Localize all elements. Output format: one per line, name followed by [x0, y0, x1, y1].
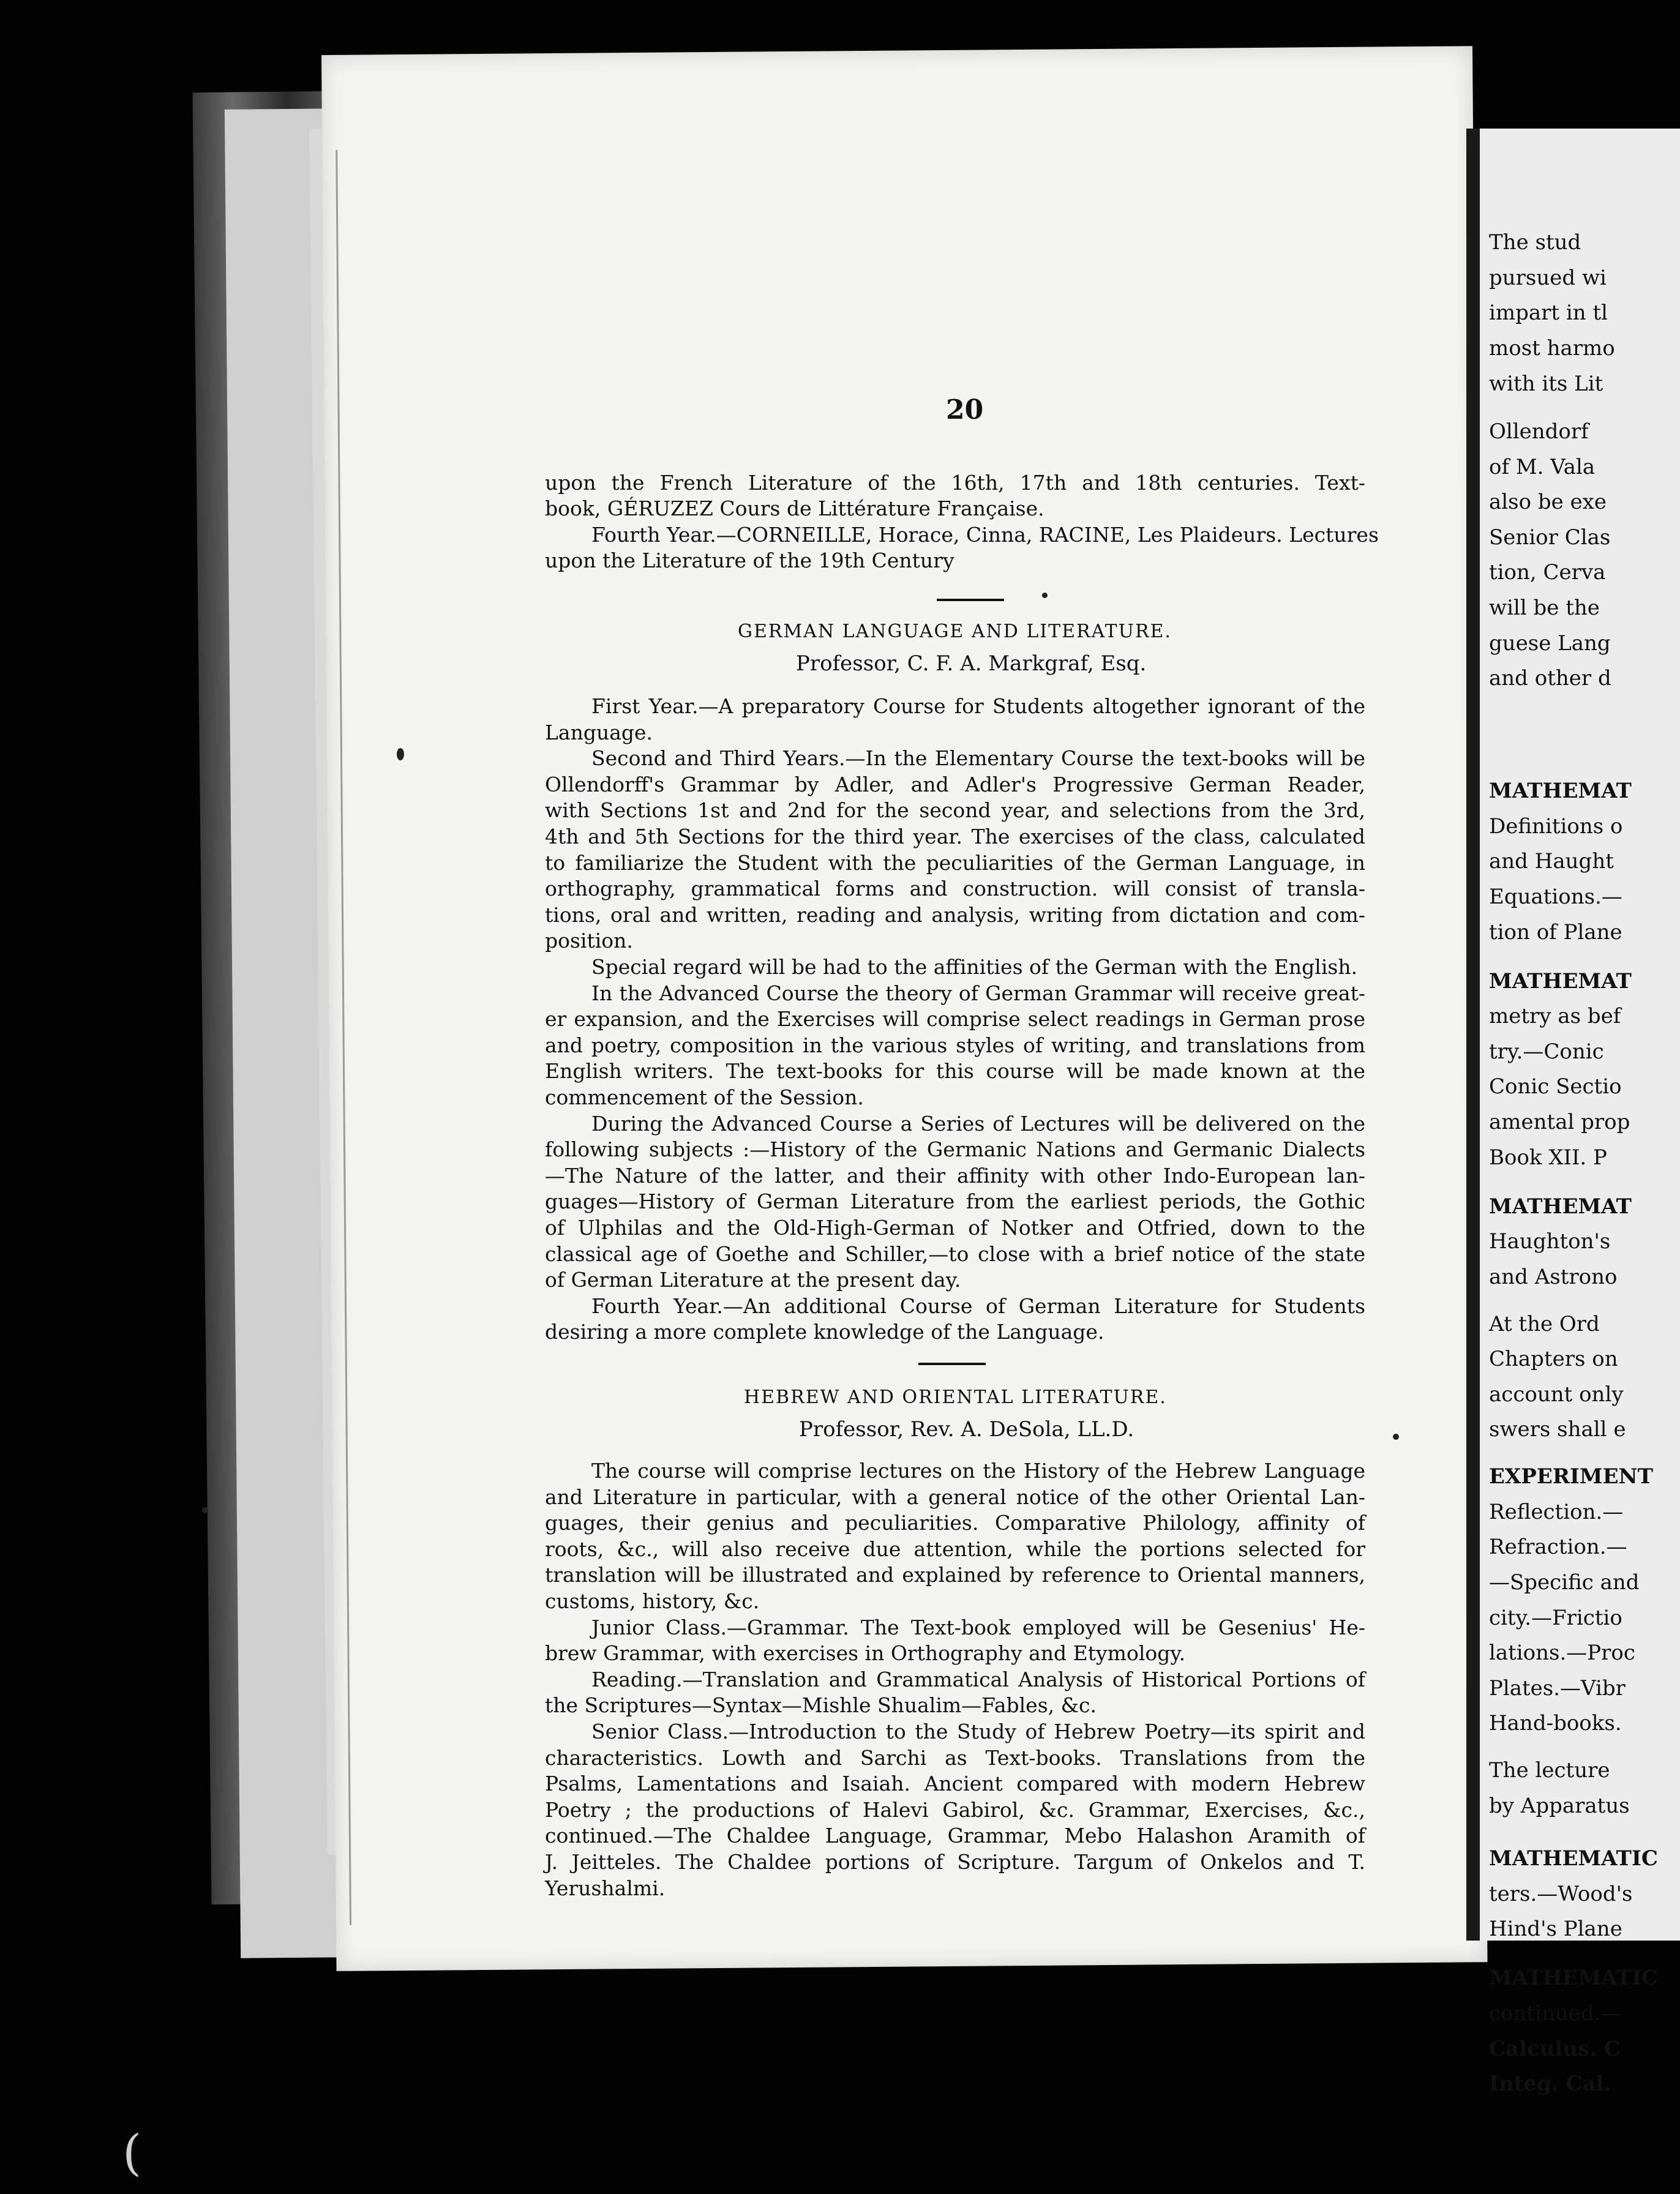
facing-page-line: Book XII. P	[1489, 1145, 1607, 1170]
body-text-line: commencement of the Session.	[545, 1085, 864, 1109]
facing-page-line: The stud	[1489, 230, 1581, 255]
facing-page-line: and other d	[1489, 666, 1611, 691]
section-divider	[937, 599, 1004, 601]
margin-mark	[1042, 593, 1048, 598]
body-text-line: 4th and 5th Sections for the third year. The exercises of the class, calculated	[545, 825, 1365, 848]
body-text-line: with Sections 1st and 2nd for the second year, and selections from the 3rd,	[545, 798, 1365, 823]
facing-page-line: At the Ord	[1489, 1311, 1600, 1336]
body-text-line: to familiarize the Student with the peculiarities of the German Language, in	[545, 850, 1365, 875]
facing-page-line: impart in tl	[1489, 301, 1608, 326]
scan-artifact: (	[122, 2124, 142, 2181]
professor-hebrew: Professor, Rev. A. DeSola, LL.D.	[799, 1417, 1134, 1442]
facing-page	[1466, 129, 1680, 1941]
intro-line: upon the French Literature of the 16th, 17th and 18th centuries. Text-	[545, 471, 1365, 495]
facing-page-line: and Haught	[1489, 849, 1614, 874]
intro-line: upon the Literature of the 19th Century	[545, 548, 954, 572]
facing-page-line: ters.—Wood's	[1489, 1881, 1633, 1906]
facing-page-line: lations.—Proc	[1489, 1641, 1635, 1666]
facing-page-line: with its Lit	[1489, 371, 1603, 396]
body-text-line: characteristics. Lowth and Sarchi as Text-books. Translations from the	[545, 1745, 1365, 1770]
body-text-line: The course will comprise lectures on the History of the Hebrew Language	[591, 1459, 1365, 1483]
body-text-line: Ollendorff's Grammar by Adler, and Adler's Progressive German Reader,	[545, 772, 1365, 796]
section-heading-german: GERMAN LANGUAGE AND LITERATURE.	[738, 621, 1172, 642]
body-text-line: Reading.—Translation and Grammatical Analysis of Historical Portions of	[591, 1667, 1365, 1691]
body-text-line: following subjects :—History of the Germanic Nations and Germanic Dialects	[545, 1137, 1365, 1162]
body-text-line: tions, oral and written, reading and analysis, writing from dictation and com-	[545, 902, 1365, 927]
facing-page-line: amental prop	[1489, 1110, 1630, 1134]
facing-page-line: metry as bef	[1489, 1004, 1621, 1029]
facing-page-line: —Specific and	[1489, 1570, 1640, 1595]
facing-page-line: and Astrono	[1489, 1264, 1618, 1289]
facing-page-line: Definitions o	[1489, 814, 1623, 839]
body-text-line: and poetry, composition in the various styles of writing, and translations from	[545, 1033, 1365, 1057]
body-text-line: —The Nature of the latter, and their affinity with other Indo-European lan-	[545, 1163, 1365, 1188]
intro-line: book, GÉRUZEZ Cours de Littérature Française.	[545, 496, 1044, 520]
body-text-line: er expansion, and the Exercises will comprise select readings in German prose	[545, 1007, 1365, 1031]
body-text-line: guages, their genius and peculiarities. Comparative Philology, affinity of	[545, 1511, 1365, 1535]
facing-page-line: by Apparatus	[1489, 1793, 1630, 1818]
facing-page-line: MATHEMATIC	[1489, 1966, 1658, 1991]
professor-german: Professor, C. F. A. Markgraf, Esq.	[796, 651, 1147, 676]
facing-page-line: account only	[1489, 1382, 1624, 1407]
body-text-line: During the Advanced Course a Series of Lectures will be delivered on the	[591, 1111, 1365, 1136]
facing-page-line: Integ. Cal.	[1489, 2072, 1611, 2097]
facing-page-line: Reflection.—	[1489, 1499, 1624, 1524]
facing-page-line: Chapters on	[1489, 1347, 1618, 1372]
body-text-line: Junior Class.—Grammar. The Text-book employed will be Gesenius' He-	[591, 1615, 1365, 1639]
body-text-line: Language.	[545, 720, 653, 744]
body-text-line: Special regard will be had to the affinities of the German with the English.	[591, 955, 1358, 979]
body-text-line: roots, &c., will also receive due attention, while the portions selected for	[545, 1537, 1365, 1561]
facing-page-line: Calculus. C	[1489, 2036, 1621, 2061]
facing-page-line: Refraction.—	[1489, 1535, 1627, 1560]
body-text-line: J. Jeitteles. The Chaldee portions of Scripture. Targum of Onkelos and T.	[545, 1850, 1365, 1874]
facing-page-line: Conic Sectio	[1489, 1074, 1622, 1099]
facing-page-line: most harmo	[1489, 336, 1615, 361]
body-text-line: guages—History of German Literature from the earliest periods, the Gothic	[545, 1189, 1365, 1214]
body-text-line: Senior Class.—Introduction to the Study of Hebrew Poetry—its spirit and	[591, 1720, 1365, 1743]
facing-page-line: tion, Cerva	[1489, 560, 1606, 585]
facing-page-line: Hand-books.	[1489, 1711, 1622, 1736]
intro-line: Fourth Year.—CORNEILLE, Horace, Cinna, RACINE, Les Plaideurs. Lectures	[591, 523, 1379, 547]
body-text-line: First Year.—A preparatory Course for Students altogether ignorant of the	[591, 694, 1365, 718]
margin-mark	[202, 1507, 208, 1513]
body-text-line: position.	[545, 929, 633, 953]
body-text-line: English writers. The text-books for this course will be made known at the	[545, 1059, 1365, 1084]
facing-page-line: Ollendorf	[1489, 419, 1589, 444]
margin-mark	[397, 748, 404, 760]
body-text-line: orthography, grammatical forms and construction. will consist of transla-	[545, 877, 1365, 901]
facing-page-line: Plates.—Vibr	[1489, 1675, 1626, 1701]
facing-page-line: MATHEMAT	[1489, 779, 1632, 804]
body-text-line: of German Literature at the present day.	[545, 1268, 961, 1292]
body-text-line: translation will be illustrated and explained by reference to Oriental manners,	[545, 1563, 1365, 1587]
body-text-line: classical age of Goethe and Schiller,—to close with a brief notice of the state	[545, 1241, 1365, 1266]
body-text-line: Second and Third Years.—In the Elementary Course the text-books will be	[591, 746, 1365, 771]
facing-page-line: continued.—	[1489, 2001, 1622, 2026]
facing-page-line: city.—Frictio	[1489, 1605, 1622, 1630]
margin-mark	[1393, 1434, 1399, 1440]
facing-page-line: try.—Conic	[1489, 1039, 1604, 1064]
body-text-line: desiring a more complete knowledge of the Language.	[545, 1320, 1104, 1344]
facing-page-line: guese Lang	[1489, 631, 1611, 656]
body-text-line: Fourth Year.—An additional Course of German Literature for Students	[591, 1294, 1365, 1318]
section-heading-hebrew: HEBREW AND ORIENTAL LITERATURE.	[744, 1387, 1167, 1408]
body-text-line: Psalms, Lamentations and Isaiah. Ancient compared with modern Hebrew	[545, 1772, 1365, 1796]
facing-page-line: swers shall e	[1489, 1417, 1626, 1442]
body-text-line: and Literature in particular, with a general notice of the other Oriental Lan-	[545, 1485, 1365, 1509]
body-text-line: of Ulphilas and the Old-High-German of Notker and Otfried, down to the	[545, 1216, 1365, 1240]
body-text-line: Yerushalmi.	[545, 1876, 666, 1900]
facing-page-line: MATHEMAT	[1489, 968, 1632, 994]
facing-page-line: pursued wi	[1489, 265, 1607, 290]
body-text-line: Poetry ; the productions of Halevi Gabirol, &c. Grammar, Exercises, &c.,	[545, 1797, 1365, 1822]
facing-page-line: Senior Clas	[1489, 525, 1611, 550]
facing-page-line: tion of Plane	[1489, 919, 1622, 945]
section-divider	[918, 1363, 986, 1365]
facing-page-line: MATHEMATIC	[1489, 1846, 1658, 1871]
body-text-line: brew Grammar, with exercises in Orthography and Etymology.	[545, 1641, 1186, 1666]
facing-page-line: Haughton's	[1489, 1229, 1611, 1254]
facing-page-line: EXPERIMENT	[1489, 1464, 1653, 1489]
page-edge-line	[336, 150, 351, 1925]
facing-page-line: of M. Vala	[1489, 454, 1596, 479]
facing-page-line: MATHEMAT	[1489, 1194, 1632, 1219]
body-text-line: the Scriptures—Syntax—Mishle Shualim—Fables, &c.	[545, 1693, 1097, 1718]
facing-page-line: The lecture	[1489, 1758, 1610, 1783]
body-text-line: In the Advanced Course the theory of German Grammar will receive great-	[591, 981, 1365, 1005]
body-text-line: customs, history, &c.	[545, 1589, 760, 1613]
facing-page-line: Equations.—	[1489, 885, 1622, 909]
facing-page-line: Hind's Plane	[1489, 1917, 1622, 1942]
facing-page-line: will be the	[1489, 596, 1600, 620]
facing-page-line: also be exe	[1489, 490, 1607, 515]
body-text-line: continued.—The Chaldee Language, Grammar, Mebo Halashon Aramith of	[545, 1824, 1365, 1848]
page-number: 20	[946, 394, 984, 425]
